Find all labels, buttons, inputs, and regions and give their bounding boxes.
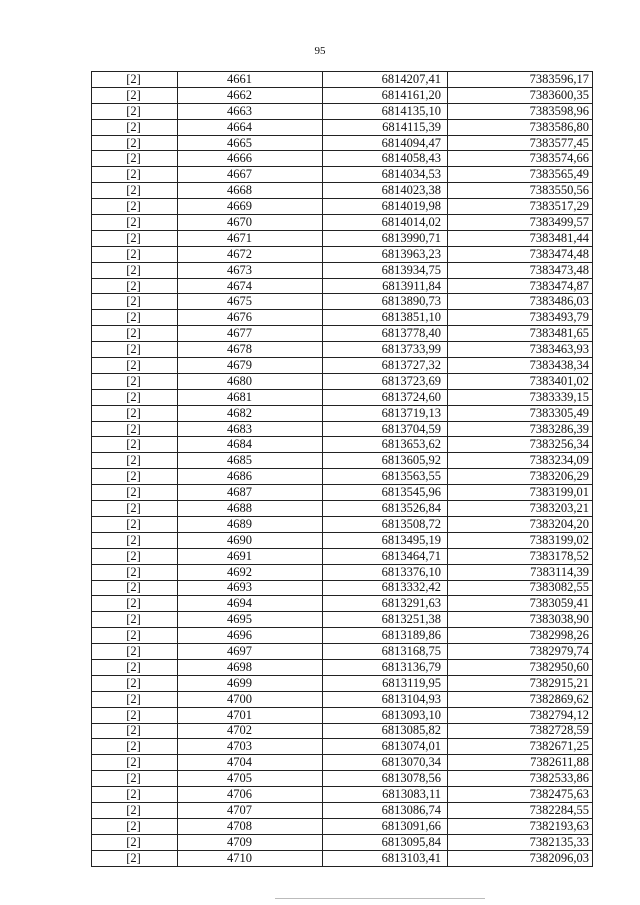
y-coordinate-cell: 7383463,93: [448, 342, 593, 358]
x-coordinate-cell: 6813653,62: [323, 437, 448, 453]
y-coordinate-cell: 7383577,45: [448, 135, 593, 151]
table-row: [92, 135, 593, 151]
point-number-cell: 4697: [178, 644, 323, 660]
x-coordinate-cell: 6814135,10: [323, 103, 448, 119]
source-ref-cell: [2]: [92, 818, 178, 834]
source-ref-cell: [2]: [92, 167, 178, 183]
table-row: [92, 580, 593, 596]
point-number-cell: 4664: [178, 119, 323, 135]
point-number-cell: 4688: [178, 501, 323, 517]
x-coordinate-cell: 6813605,92: [323, 453, 448, 469]
point-number-cell: 4692: [178, 564, 323, 580]
x-coordinate-cell: 6813990,71: [323, 230, 448, 246]
y-coordinate-cell: 7383234,09: [448, 453, 593, 469]
x-coordinate-cell: 6814023,38: [323, 183, 448, 199]
y-coordinate-cell: 7382135,33: [448, 834, 593, 850]
x-coordinate-cell: 6813778,40: [323, 326, 448, 342]
source-ref-cell: [2]: [92, 87, 178, 103]
point-number-cell: 4668: [178, 183, 323, 199]
source-ref-cell: [2]: [92, 342, 178, 358]
point-number-cell: 4708: [178, 818, 323, 834]
source-ref-cell: [2]: [92, 405, 178, 421]
source-ref-cell: [2]: [92, 501, 178, 517]
x-coordinate-cell: 6813890,73: [323, 294, 448, 310]
table-row: [92, 850, 593, 866]
x-coordinate-cell: 6813085,82: [323, 723, 448, 739]
x-coordinate-cell: 6813495,19: [323, 532, 448, 548]
table-row: [92, 405, 593, 421]
x-coordinate-cell: 6813291,63: [323, 596, 448, 612]
table-row: [92, 326, 593, 342]
coordinates-table: [91, 71, 593, 867]
x-coordinate-cell: 6813851,10: [323, 310, 448, 326]
x-coordinate-cell: 6813911,84: [323, 278, 448, 294]
y-coordinate-cell: 7383493,79: [448, 310, 593, 326]
table-row: [92, 294, 593, 310]
source-ref-cell: [2]: [92, 612, 178, 628]
table-row: [92, 771, 593, 787]
table-row: [92, 469, 593, 485]
x-coordinate-cell: 6813934,75: [323, 262, 448, 278]
x-coordinate-cell: 6814161,20: [323, 87, 448, 103]
point-number-cell: 4665: [178, 135, 323, 151]
point-number-cell: 4666: [178, 151, 323, 167]
table-row: [92, 596, 593, 612]
x-coordinate-cell: 6813508,72: [323, 516, 448, 532]
source-ref-cell: [2]: [92, 675, 178, 691]
source-ref-cell: [2]: [92, 119, 178, 135]
table-row: [92, 755, 593, 771]
table-row: [92, 532, 593, 548]
table-body: [92, 72, 593, 867]
source-ref-cell: [2]: [92, 183, 178, 199]
point-number-cell: 4703: [178, 739, 323, 755]
source-ref-cell: [2]: [92, 755, 178, 771]
y-coordinate-cell: 7383438,34: [448, 358, 593, 374]
y-coordinate-cell: 7383286,39: [448, 421, 593, 437]
table-row: [92, 421, 593, 437]
point-number-cell: 4691: [178, 548, 323, 564]
source-ref-cell: [2]: [92, 596, 178, 612]
source-ref-cell: [2]: [92, 199, 178, 215]
point-number-cell: 4661: [178, 72, 323, 88]
source-ref-cell: [2]: [92, 437, 178, 453]
source-ref-cell: [2]: [92, 787, 178, 803]
point-number-cell: 4671: [178, 230, 323, 246]
source-ref-cell: [2]: [92, 469, 178, 485]
point-number-cell: 4710: [178, 850, 323, 866]
y-coordinate-cell: 7383059,41: [448, 596, 593, 612]
source-ref-cell: [2]: [92, 644, 178, 660]
table-row: [92, 501, 593, 517]
source-ref-cell: [2]: [92, 421, 178, 437]
source-ref-cell: [2]: [92, 246, 178, 262]
y-coordinate-cell: 7383204,20: [448, 516, 593, 532]
x-coordinate-cell: 6813733,99: [323, 342, 448, 358]
source-ref-cell: [2]: [92, 802, 178, 818]
source-ref-cell: [2]: [92, 103, 178, 119]
point-number-cell: 4662: [178, 87, 323, 103]
table-row: [92, 659, 593, 675]
table-row: [92, 516, 593, 532]
source-ref-cell: [2]: [92, 135, 178, 151]
x-coordinate-cell: 6813074,01: [323, 739, 448, 755]
table-row: [92, 548, 593, 564]
y-coordinate-cell: 7383199,02: [448, 532, 593, 548]
source-ref-cell: [2]: [92, 358, 178, 374]
source-ref-cell: [2]: [92, 326, 178, 342]
y-coordinate-cell: 7383203,21: [448, 501, 593, 517]
x-coordinate-cell: 6813963,23: [323, 246, 448, 262]
x-coordinate-cell: 6813083,11: [323, 787, 448, 803]
source-ref-cell: [2]: [92, 532, 178, 548]
point-number-cell: 4687: [178, 485, 323, 501]
point-number-cell: 4686: [178, 469, 323, 485]
source-ref-cell: [2]: [92, 72, 178, 88]
y-coordinate-cell: 7382728,59: [448, 723, 593, 739]
point-number-cell: 4685: [178, 453, 323, 469]
table-row: [92, 628, 593, 644]
source-ref-cell: [2]: [92, 691, 178, 707]
table-row: [92, 262, 593, 278]
y-coordinate-cell: 7383339,15: [448, 389, 593, 405]
source-ref-cell: [2]: [92, 771, 178, 787]
y-coordinate-cell: 7383206,29: [448, 469, 593, 485]
source-ref-cell: [2]: [92, 230, 178, 246]
table-row: [92, 437, 593, 453]
table-row: [92, 183, 593, 199]
x-coordinate-cell: 6813086,74: [323, 802, 448, 818]
y-coordinate-cell: 7382611,88: [448, 755, 593, 771]
table-row: [92, 230, 593, 246]
y-coordinate-cell: 7382950,60: [448, 659, 593, 675]
table-row: [92, 723, 593, 739]
point-number-cell: 4663: [178, 103, 323, 119]
table-row: [92, 644, 593, 660]
table-row: [92, 199, 593, 215]
table-row: [92, 739, 593, 755]
point-number-cell: 4667: [178, 167, 323, 183]
x-coordinate-cell: 6814019,98: [323, 199, 448, 215]
point-number-cell: 4695: [178, 612, 323, 628]
table-row: [92, 72, 593, 88]
table-row: [92, 564, 593, 580]
y-coordinate-cell: 7383596,17: [448, 72, 593, 88]
source-ref-cell: [2]: [92, 278, 178, 294]
table-row: [92, 802, 593, 818]
x-coordinate-cell: 6813723,69: [323, 373, 448, 389]
table-row: [92, 103, 593, 119]
y-coordinate-cell: 7383474,87: [448, 278, 593, 294]
point-number-cell: 4670: [178, 215, 323, 231]
table-row: [92, 310, 593, 326]
x-coordinate-cell: 6813078,56: [323, 771, 448, 787]
y-coordinate-cell: 7383517,29: [448, 199, 593, 215]
point-number-cell: 4689: [178, 516, 323, 532]
y-coordinate-cell: 7383586,80: [448, 119, 593, 135]
table-row: [92, 707, 593, 723]
x-coordinate-cell: 6813070,34: [323, 755, 448, 771]
table-row: [92, 167, 593, 183]
footer-divider: [275, 898, 485, 899]
y-coordinate-cell: 7383401,02: [448, 373, 593, 389]
x-coordinate-cell: 6813251,38: [323, 612, 448, 628]
point-number-cell: 4709: [178, 834, 323, 850]
source-ref-cell: [2]: [92, 373, 178, 389]
table-row: [92, 278, 593, 294]
y-coordinate-cell: 7383481,44: [448, 230, 593, 246]
x-coordinate-cell: 6813545,96: [323, 485, 448, 501]
y-coordinate-cell: 7382096,03: [448, 850, 593, 866]
y-coordinate-cell: 7383481,65: [448, 326, 593, 342]
y-coordinate-cell: 7383565,49: [448, 167, 593, 183]
y-coordinate-cell: 7382979,74: [448, 644, 593, 660]
table-row: [92, 453, 593, 469]
table-row: [92, 246, 593, 262]
x-coordinate-cell: 6813189,86: [323, 628, 448, 644]
point-number-cell: 4693: [178, 580, 323, 596]
y-coordinate-cell: 7383178,52: [448, 548, 593, 564]
source-ref-cell: [2]: [92, 485, 178, 501]
y-coordinate-cell: 7382284,55: [448, 802, 593, 818]
x-coordinate-cell: 6813719,13: [323, 405, 448, 421]
y-coordinate-cell: 7382915,21: [448, 675, 593, 691]
table-row: [92, 358, 593, 374]
y-coordinate-cell: 7382869,62: [448, 691, 593, 707]
y-coordinate-cell: 7382475,63: [448, 787, 593, 803]
table-row: [92, 119, 593, 135]
x-coordinate-cell: 6813168,75: [323, 644, 448, 660]
x-coordinate-cell: 6814094,47: [323, 135, 448, 151]
point-number-cell: 4672: [178, 246, 323, 262]
source-ref-cell: [2]: [92, 707, 178, 723]
x-coordinate-cell: 6813727,32: [323, 358, 448, 374]
point-number-cell: 4674: [178, 278, 323, 294]
x-coordinate-cell: 6814058,43: [323, 151, 448, 167]
point-number-cell: 4678: [178, 342, 323, 358]
x-coordinate-cell: 6813093,10: [323, 707, 448, 723]
source-ref-cell: [2]: [92, 453, 178, 469]
x-coordinate-cell: 6813332,42: [323, 580, 448, 596]
point-number-cell: 4706: [178, 787, 323, 803]
y-coordinate-cell: 7382671,25: [448, 739, 593, 755]
x-coordinate-cell: 6813095,84: [323, 834, 448, 850]
point-number-cell: 4704: [178, 755, 323, 771]
point-number-cell: 4684: [178, 437, 323, 453]
point-number-cell: 4676: [178, 310, 323, 326]
x-coordinate-cell: 6813526,84: [323, 501, 448, 517]
x-coordinate-cell: 6813563,55: [323, 469, 448, 485]
table-row: [92, 691, 593, 707]
source-ref-cell: [2]: [92, 548, 178, 564]
source-ref-cell: [2]: [92, 659, 178, 675]
point-number-cell: 4696: [178, 628, 323, 644]
y-coordinate-cell: 7383499,57: [448, 215, 593, 231]
x-coordinate-cell: 6814014,02: [323, 215, 448, 231]
x-coordinate-cell: 6813119,95: [323, 675, 448, 691]
point-number-cell: 4705: [178, 771, 323, 787]
point-number-cell: 4702: [178, 723, 323, 739]
table-row: [92, 215, 593, 231]
point-number-cell: 4690: [178, 532, 323, 548]
table-row: [92, 389, 593, 405]
table-row: [92, 87, 593, 103]
table-row: [92, 485, 593, 501]
table-row: [92, 834, 593, 850]
source-ref-cell: [2]: [92, 151, 178, 167]
y-coordinate-cell: 7382998,26: [448, 628, 593, 644]
point-number-cell: 4681: [178, 389, 323, 405]
source-ref-cell: [2]: [92, 294, 178, 310]
source-ref-cell: [2]: [92, 580, 178, 596]
point-number-cell: 4682: [178, 405, 323, 421]
source-ref-cell: [2]: [92, 564, 178, 580]
source-ref-cell: [2]: [92, 389, 178, 405]
y-coordinate-cell: 7383550,56: [448, 183, 593, 199]
x-coordinate-cell: 6813376,10: [323, 564, 448, 580]
source-ref-cell: [2]: [92, 739, 178, 755]
source-ref-cell: [2]: [92, 215, 178, 231]
y-coordinate-cell: 7383082,55: [448, 580, 593, 596]
x-coordinate-cell: 6813704,59: [323, 421, 448, 437]
source-ref-cell: [2]: [92, 850, 178, 866]
x-coordinate-cell: 6813103,41: [323, 850, 448, 866]
source-ref-cell: [2]: [92, 628, 178, 644]
x-coordinate-cell: 6814034,53: [323, 167, 448, 183]
y-coordinate-cell: 7382533,86: [448, 771, 593, 787]
table-row: [92, 787, 593, 803]
point-number-cell: 4669: [178, 199, 323, 215]
source-ref-cell: [2]: [92, 262, 178, 278]
table-row: [92, 675, 593, 691]
source-ref-cell: [2]: [92, 834, 178, 850]
x-coordinate-cell: 6813724,60: [323, 389, 448, 405]
point-number-cell: 4679: [178, 358, 323, 374]
point-number-cell: 4701: [178, 707, 323, 723]
point-number-cell: 4677: [178, 326, 323, 342]
table-row: [92, 151, 593, 167]
point-number-cell: 4699: [178, 675, 323, 691]
point-number-cell: 4675: [178, 294, 323, 310]
y-coordinate-cell: 7383038,90: [448, 612, 593, 628]
x-coordinate-cell: 6813136,79: [323, 659, 448, 675]
y-coordinate-cell: 7383598,96: [448, 103, 593, 119]
page-number: 95: [314, 45, 326, 57]
y-coordinate-cell: 7383600,35: [448, 87, 593, 103]
x-coordinate-cell: 6814115,39: [323, 119, 448, 135]
source-ref-cell: [2]: [92, 516, 178, 532]
point-number-cell: 4700: [178, 691, 323, 707]
point-number-cell: 4707: [178, 802, 323, 818]
point-number-cell: 4673: [178, 262, 323, 278]
y-coordinate-cell: 7383256,34: [448, 437, 593, 453]
y-coordinate-cell: 7382193,63: [448, 818, 593, 834]
table-row: [92, 818, 593, 834]
x-coordinate-cell: 6814207,41: [323, 72, 448, 88]
point-number-cell: 4680: [178, 373, 323, 389]
x-coordinate-cell: 6813464,71: [323, 548, 448, 564]
table-row: [92, 373, 593, 389]
y-coordinate-cell: 7383473,48: [448, 262, 593, 278]
y-coordinate-cell: 7383114,39: [448, 564, 593, 580]
y-coordinate-cell: 7383199,01: [448, 485, 593, 501]
point-number-cell: 4694: [178, 596, 323, 612]
table-row: [92, 612, 593, 628]
x-coordinate-cell: 6813091,66: [323, 818, 448, 834]
source-ref-cell: [2]: [92, 723, 178, 739]
table-row: [92, 342, 593, 358]
source-ref-cell: [2]: [92, 310, 178, 326]
y-coordinate-cell: 7383486,03: [448, 294, 593, 310]
point-number-cell: 4683: [178, 421, 323, 437]
y-coordinate-cell: 7383574,66: [448, 151, 593, 167]
point-number-cell: 4698: [178, 659, 323, 675]
y-coordinate-cell: 7382794,12: [448, 707, 593, 723]
y-coordinate-cell: 7383474,48: [448, 246, 593, 262]
y-coordinate-cell: 7383305,49: [448, 405, 593, 421]
x-coordinate-cell: 6813104,93: [323, 691, 448, 707]
